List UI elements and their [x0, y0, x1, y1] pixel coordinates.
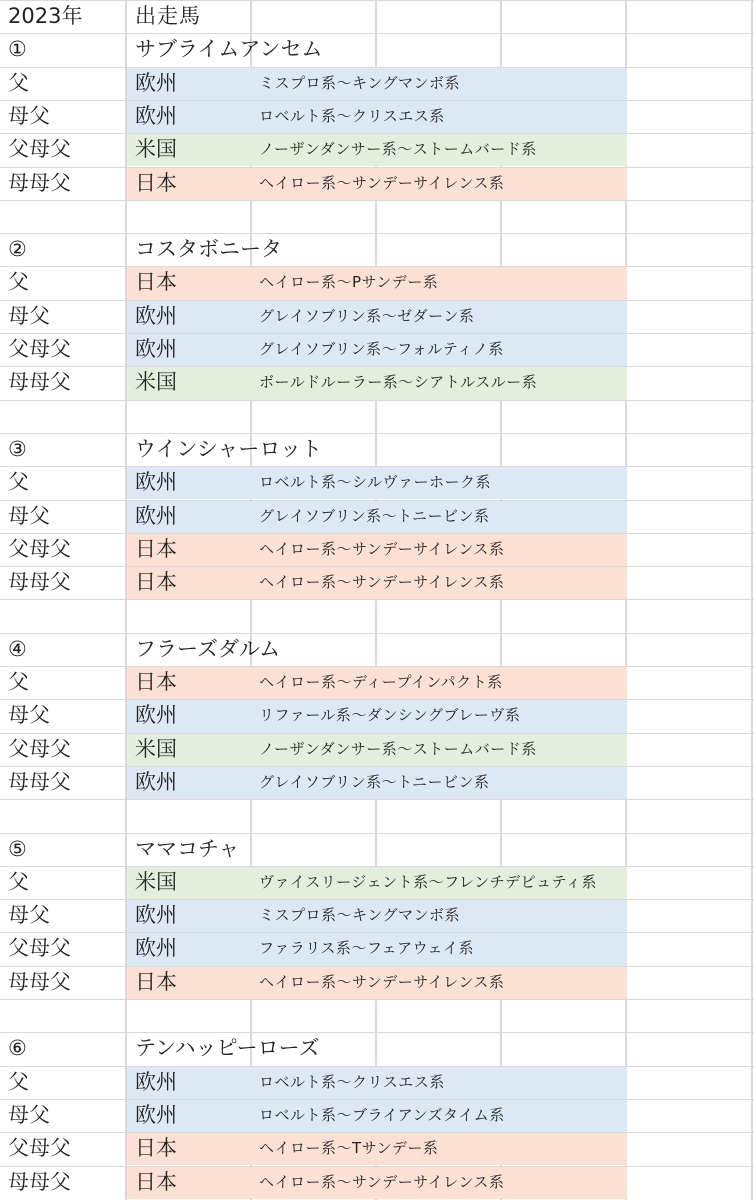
sire-line-cell[interactable]: ノーザンダンサー系～ストームバード系: [259, 140, 537, 159]
sire-line-cell[interactable]: ロベルト系～ブライアンズタイム系: [259, 1105, 505, 1124]
pedigree-row: [0, 167, 754, 200]
grid-line: [0, 1032, 754, 1033]
region-cell[interactable]: 日本: [135, 270, 177, 295]
relation-cell[interactable]: 母父: [8, 703, 50, 728]
horse-number-cell[interactable]: ③: [8, 436, 27, 461]
relation-cell[interactable]: 母母父: [8, 170, 71, 195]
pedigree-row: [0, 300, 754, 333]
relation-cell[interactable]: 父: [8, 70, 29, 95]
header-label-cell[interactable]: 出走馬: [135, 4, 201, 28]
pedigree-row: [0, 566, 754, 599]
region-cell[interactable]: 欧州: [135, 103, 177, 128]
horse-name-cell[interactable]: ママコチャ: [135, 836, 240, 861]
horse-number-cell[interactable]: ②: [8, 237, 27, 262]
horse-name-cell[interactable]: サブライムアンセム: [135, 37, 323, 62]
relation-cell[interactable]: 母母父: [8, 969, 71, 994]
sire-line-cell[interactable]: ヘイロー系～サンデーサイレンス系: [259, 573, 505, 592]
grid-line: [0, 799, 754, 800]
sire-line-cell[interactable]: ヘイロー系～ディープインパクト系: [259, 673, 503, 691]
relation-cell[interactable]: 母母父: [8, 1169, 71, 1194]
horse-header-row: [0, 633, 754, 666]
grid-line: [0, 200, 754, 201]
horse-number-cell[interactable]: ①: [8, 37, 27, 62]
sire-line-cell[interactable]: ヘイロー系～サンデーサイレンス系: [259, 173, 505, 192]
pedigree-row: [0, 666, 754, 699]
pedigree-row: [0, 1066, 754, 1099]
relation-cell[interactable]: 父: [8, 470, 29, 495]
pedigree-row: [0, 1099, 754, 1132]
horse-number-cell[interactable]: ⑥: [8, 1036, 27, 1061]
relation-cell[interactable]: 父: [8, 670, 29, 694]
region-cell[interactable]: 日本: [135, 536, 177, 561]
region-cell[interactable]: 米国: [135, 869, 177, 894]
region-cell[interactable]: 欧州: [135, 936, 177, 961]
sire-line-cell[interactable]: ヘイロー系～サンデーサイレンス系: [259, 539, 505, 558]
pedigree-row: [0, 699, 754, 732]
pedigree-row: [0, 866, 754, 899]
region-cell[interactable]: 日本: [135, 670, 177, 694]
region-cell[interactable]: 欧州: [135, 503, 177, 528]
region-cell[interactable]: 欧州: [135, 769, 177, 794]
relation-cell[interactable]: 母父: [8, 903, 50, 928]
pedigree-row: [0, 133, 754, 166]
pedigree-row: [0, 67, 754, 100]
relation-cell[interactable]: 母父: [8, 303, 50, 328]
sire-line-cell[interactable]: グレイソブリン系～フォルティノ系: [259, 340, 504, 358]
pedigree-row: [0, 733, 754, 766]
blank-row: [0, 200, 754, 233]
grid-line: [0, 233, 754, 234]
pedigree-row: [0, 966, 754, 999]
sire-line-cell[interactable]: ヘイロー系～Tサンデー系: [259, 1139, 439, 1158]
relation-cell[interactable]: 母父: [8, 1102, 50, 1127]
pedigree-row: [0, 266, 754, 299]
sire-line-cell[interactable]: グレイソブリン系～トニービン系: [259, 506, 490, 525]
sire-line-cell[interactable]: ロベルト系～クリスエス系: [259, 1072, 445, 1091]
grid-line: [0, 999, 754, 1000]
pedigree-row: [0, 366, 754, 399]
pedigree-row: [0, 533, 754, 566]
sire-line-cell[interactable]: ミスプロ系～キングマンボ系: [259, 73, 461, 92]
pedigree-row: [0, 500, 754, 533]
pedigree-row: [0, 899, 754, 932]
sire-line-cell[interactable]: ミスプロ系～キングマンボ系: [259, 906, 461, 925]
sire-line-cell[interactable]: ヘイロー系～サンデーサイレンス系: [259, 1172, 505, 1191]
sire-line-cell[interactable]: ヴァイスリージェント系～フレンチデピュティ系: [259, 872, 597, 891]
relation-cell[interactable]: 父: [8, 869, 29, 894]
horse-header-row: [0, 1032, 754, 1065]
region-cell[interactable]: 欧州: [135, 1069, 177, 1094]
horse-number-cell[interactable]: ④: [8, 636, 27, 661]
sire-line-cell[interactable]: ロベルト系～クリスエス系: [259, 106, 445, 125]
grid-line: [0, 633, 754, 634]
region-cell[interactable]: 欧州: [135, 303, 177, 328]
relation-cell[interactable]: 父母父: [8, 337, 71, 361]
sire-line-cell[interactable]: ロベルト系～シルヴァーホーク系: [259, 473, 491, 492]
relation-cell[interactable]: 母父: [8, 503, 50, 528]
grid-line: [0, 833, 754, 834]
sire-line-cell[interactable]: リファール系～ダンシングブレーヴ系: [259, 706, 521, 725]
relation-cell[interactable]: 母母父: [8, 769, 71, 794]
region-cell[interactable]: 欧州: [135, 903, 177, 928]
region-cell[interactable]: 米国: [135, 736, 177, 761]
sire-line-cell[interactable]: ボールドルーラー系～シアトルスルー系: [259, 373, 538, 392]
pedigree-row: [0, 932, 754, 965]
horse-name-cell[interactable]: コスタボニータ: [135, 237, 282, 262]
blank-row: [0, 999, 754, 1032]
horse-name-cell[interactable]: ウインシャーロット: [135, 436, 323, 461]
horse-header-row: [0, 833, 754, 866]
pedigree-row: [0, 333, 754, 366]
year-cell[interactable]: 2023年: [8, 4, 83, 28]
blank-row: [0, 599, 754, 632]
grid-line: [0, 0, 754, 1]
header-row: [0, 0, 754, 33]
region-cell[interactable]: 日本: [135, 969, 177, 994]
pedigree-row: [0, 100, 754, 133]
sire-line-cell[interactable]: グレイソブリン系～トニービン系: [259, 772, 490, 791]
blank-row: [0, 799, 754, 832]
sire-line-cell[interactable]: ノーザンダンサー系～ストームバード系: [259, 739, 537, 758]
blank-row: [0, 400, 754, 433]
relation-cell[interactable]: 母母父: [8, 570, 71, 595]
relation-cell[interactable]: 父母父: [8, 936, 71, 961]
grid-line: [0, 599, 754, 600]
region-cell[interactable]: 欧州: [135, 703, 177, 728]
pedigree-row: [0, 466, 754, 499]
pedigree-row: [0, 766, 754, 799]
region-cell[interactable]: 日本: [135, 1136, 177, 1161]
grid-line: [0, 433, 754, 434]
relation-cell[interactable]: 父母父: [8, 736, 71, 761]
horse-name-cell[interactable]: テンハッピーローズ: [135, 1036, 320, 1061]
grid-line: [0, 33, 754, 34]
horse-number-cell[interactable]: ⑤: [8, 836, 27, 861]
relation-cell[interactable]: 父母父: [8, 1136, 71, 1161]
region-cell[interactable]: 欧州: [135, 337, 177, 361]
horse-header-row: [0, 433, 754, 466]
relation-cell[interactable]: 母父: [8, 103, 50, 128]
pedigree-row: [0, 1132, 754, 1165]
region-cell[interactable]: 米国: [135, 370, 177, 395]
horse-header-row: [0, 233, 754, 266]
region-cell[interactable]: 欧州: [135, 70, 177, 95]
relation-cell[interactable]: 父母父: [8, 536, 71, 561]
relation-cell[interactable]: 母母父: [8, 370, 71, 395]
horse-name-cell[interactable]: フラーズダルム: [135, 636, 281, 661]
grid-line: [0, 400, 754, 401]
relation-cell[interactable]: 父: [8, 270, 29, 295]
sire-line-cell[interactable]: ファラリス系～フェアウェイ系: [259, 939, 475, 958]
region-cell[interactable]: 日本: [135, 570, 177, 595]
sire-line-cell[interactable]: ヘイロー系～サンデーサイレンス系: [259, 972, 505, 991]
horse-header-row: [0, 33, 754, 66]
region-cell[interactable]: 日本: [135, 1169, 177, 1194]
region-cell[interactable]: 米国: [135, 137, 177, 162]
relation-cell[interactable]: 父: [8, 1069, 29, 1094]
region-cell[interactable]: 欧州: [135, 470, 177, 495]
region-cell[interactable]: 日本: [135, 170, 177, 195]
sire-line-cell[interactable]: グレイソブリン系～ゼダーン系: [259, 306, 475, 325]
pedigree-row: [0, 1166, 754, 1199]
region-cell[interactable]: 欧州: [135, 1102, 177, 1127]
sire-line-cell[interactable]: ヘイロー系～Pサンデー系: [259, 273, 439, 292]
relation-cell[interactable]: 父母父: [8, 137, 71, 162]
